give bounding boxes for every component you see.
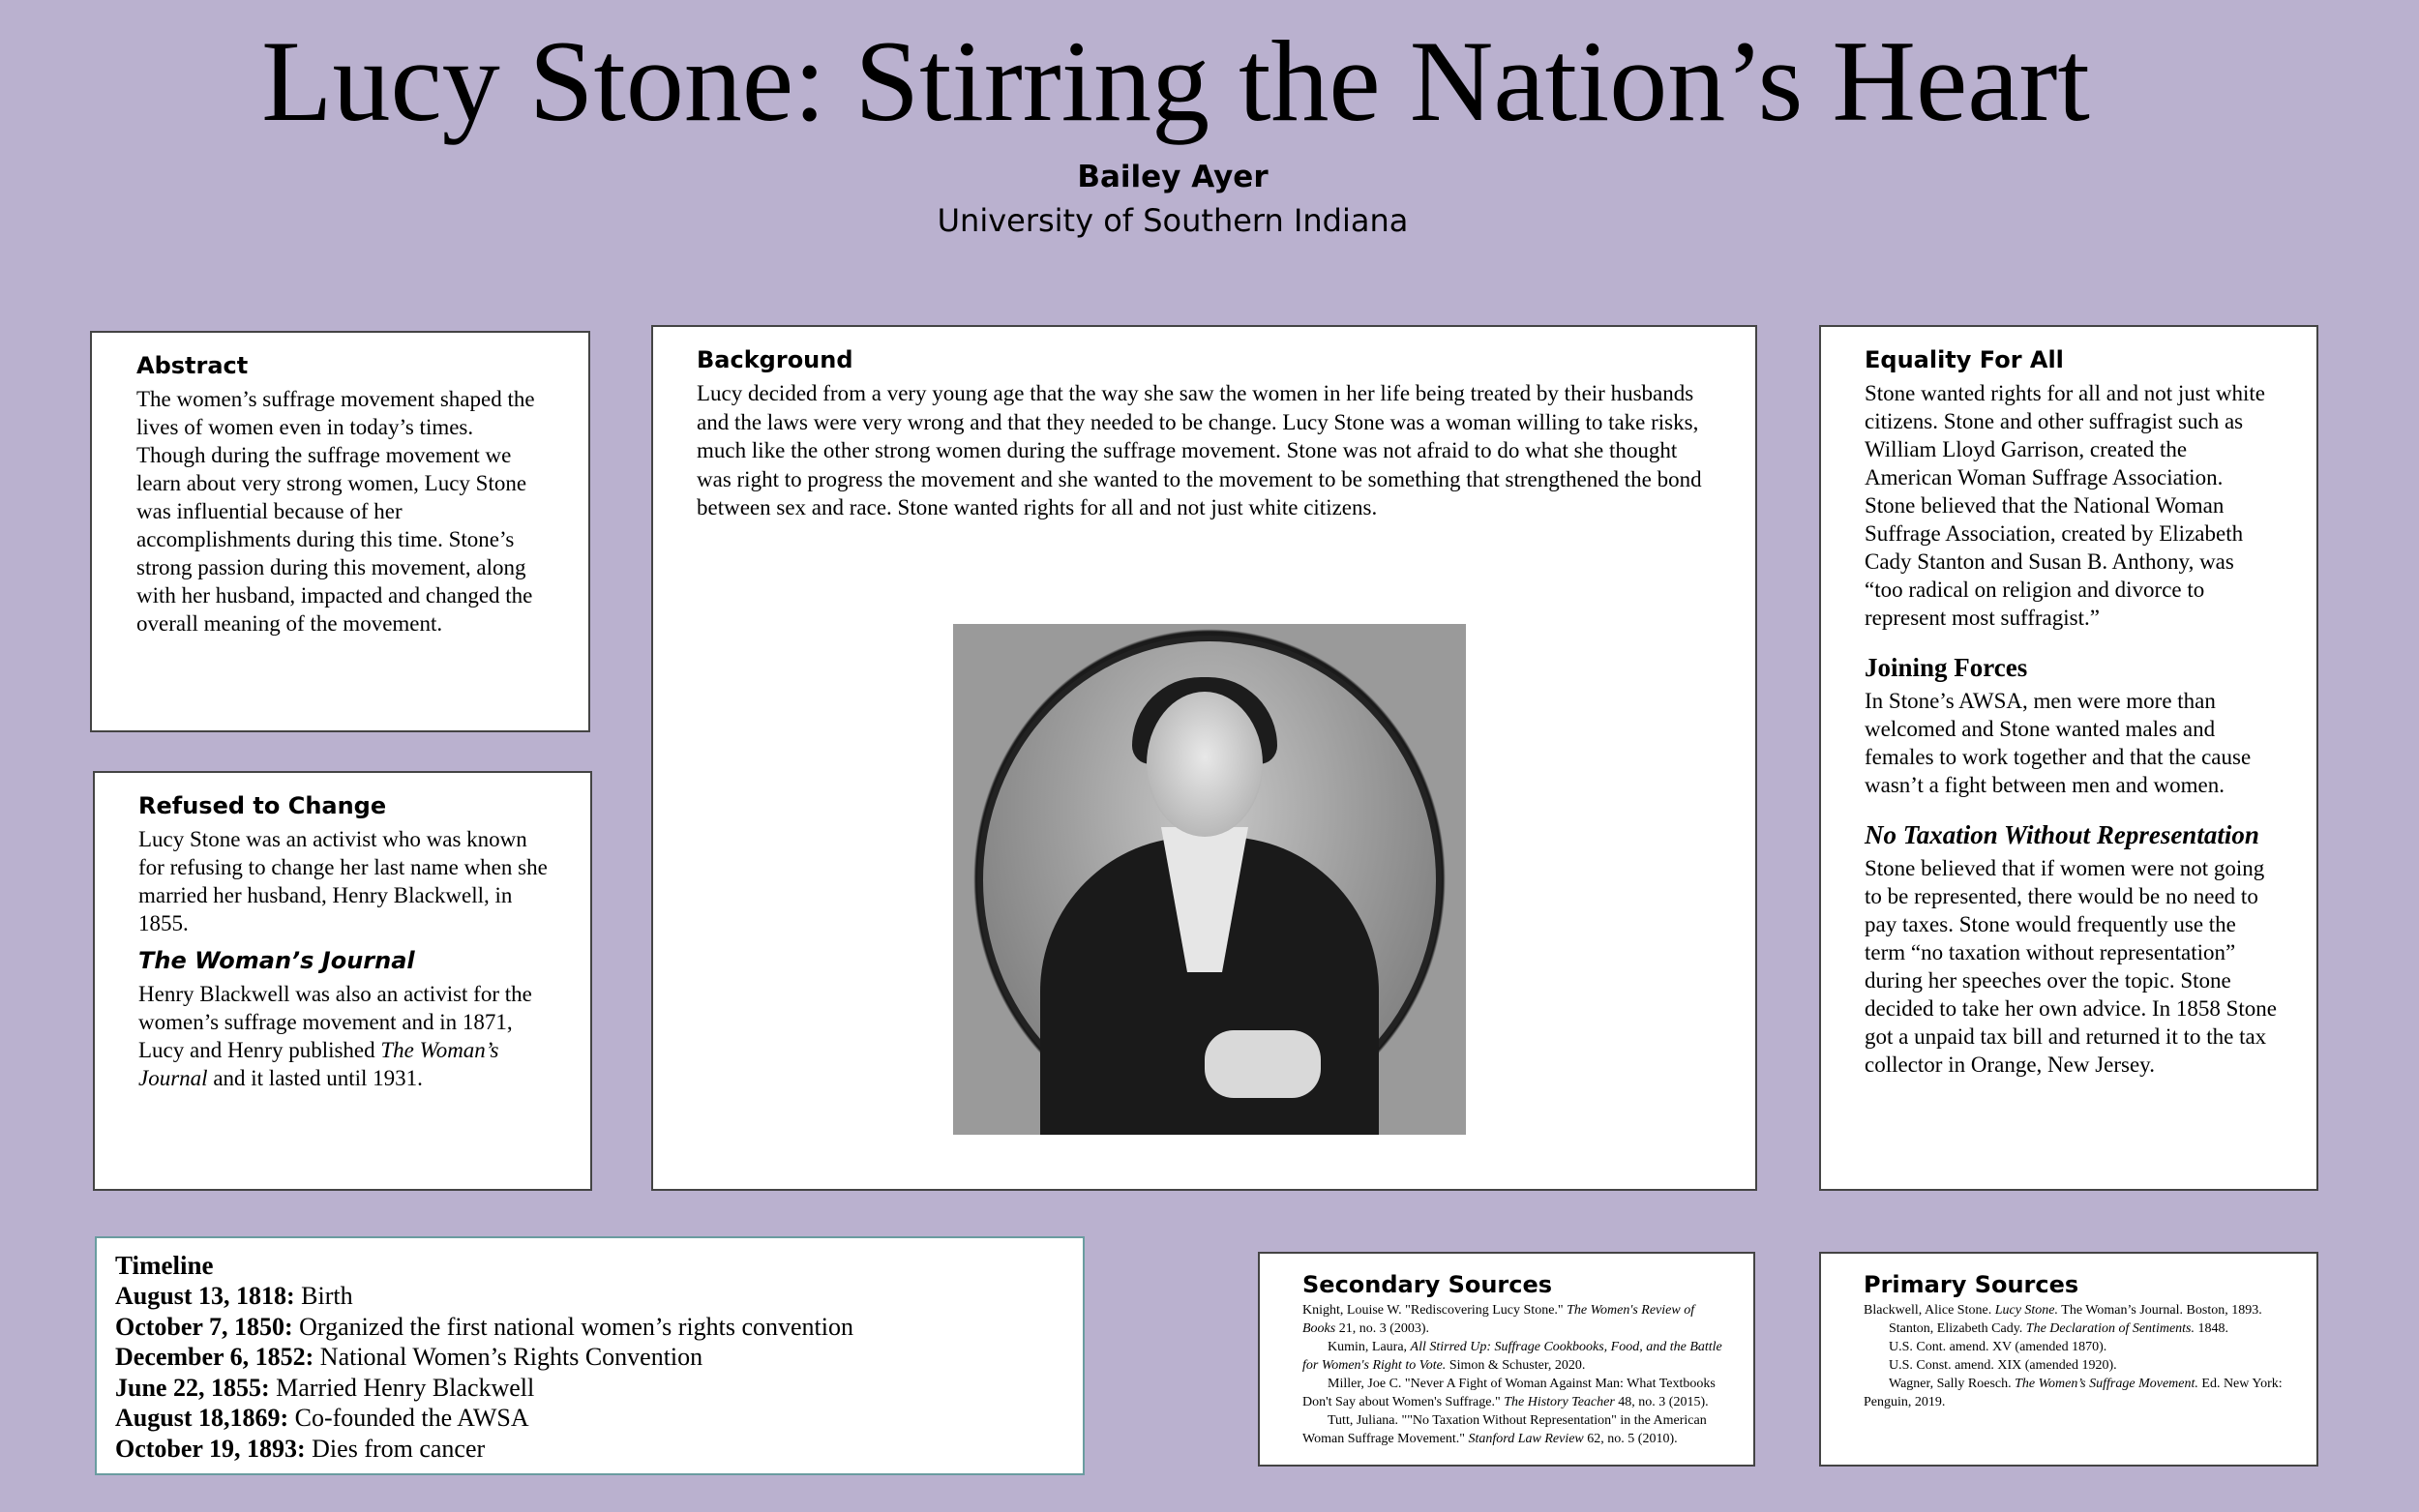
primary-source-4 <box>1864 1356 2289 1375</box>
timeline-item <box>115 1342 1069 1373</box>
timeline-date: December 6, 1852: <box>115 1343 314 1371</box>
timeline-item <box>115 1281 1069 1312</box>
timeline-item <box>115 1312 1069 1343</box>
refused-box <box>93 771 592 1191</box>
timeline-box <box>95 1236 1085 1475</box>
citation-title: The Women’s Suffrage Movement. <box>2015 1377 2198 1391</box>
timeline-item <box>115 1434 1069 1465</box>
timeline-date: August 18,1869: <box>115 1404 289 1432</box>
affiliation: University of Southern Indiana <box>937 202 1409 239</box>
primary-source-5 <box>1864 1375 2289 1411</box>
citation-text: Wagner, Sally Roesch. <box>1889 1377 2016 1391</box>
secondary-source-1 <box>1302 1301 1726 1338</box>
citation-title: The History Teacher <box>1504 1395 1615 1409</box>
journal-text-a: Henry Blackwell was also an activist for the women’s suffrage movement and in 1871, Lucy and Henry published <box>138 982 532 1062</box>
timeline-date: June 22, 1855: <box>115 1373 270 1402</box>
no-taxation-text: Stone believed that if women were not going to be represented, there would be no need to pay taxes. Stone would frequently use the term “no taxation without representation” during her speeches over the topic. Stone decided to take her own advice. In 1858 Stone got a unpaid tax bill and returned it to the tax collector in Orange, New Jersey. <box>1865 856 2278 1077</box>
citation-text: Simon & Schuster, 2020. <box>1446 1358 1586 1373</box>
author-name: Bailey Ayer <box>1077 160 1269 194</box>
timeline-list <box>115 1281 1069 1464</box>
citation-title: Stanford Law Review <box>1468 1432 1584 1446</box>
citation-text: U.S. Cont. amend. XV (amended 1870). <box>1889 1340 2107 1354</box>
portrait-hands <box>1205 1030 1321 1098</box>
abstract-text: The women’s suffrage movement shaped the lives of women even in today’s times. Though during the suffrage movement we learn about very strong women, Lucy Stone was influential because of her accomplishments during this time. Stone’s strong passion during this movement, along with her husband, impacted and changed the overall meaning of the movement. <box>136 387 535 636</box>
timeline-event: National Women’s Rights Convention <box>314 1343 703 1371</box>
timeline-item <box>115 1373 1069 1404</box>
refused-text: Lucy Stone was an activist who was known for refusing to change her last name when she married her husband, Henry Blackwell, in 1855. <box>138 827 548 935</box>
secondary-sources-box <box>1258 1252 1755 1467</box>
secondary-source-4 <box>1302 1411 1726 1448</box>
equality-heading: Equality For All <box>1865 346 2064 373</box>
joining-forces-text: In Stone’s AWSA, men were more than welcomed and Stone wanted males and females to work together and that the cause wasn’t a fight between men and women. <box>1865 689 2252 797</box>
lucy-stone-portrait <box>953 624 1466 1135</box>
citation-text: 1848. <box>2195 1321 2228 1336</box>
abstract-heading: Abstract <box>136 352 249 379</box>
primary-source-2 <box>1864 1319 2289 1338</box>
timeline-event: Dies from cancer <box>305 1434 486 1463</box>
poster-title: Lucy Stone: Stirring the Nation’s Heart <box>261 16 2090 145</box>
journal-heading: The Woman’s Journal <box>138 947 415 974</box>
journal-text-title: The Woman’s Journal <box>138 1038 499 1090</box>
secondary-source-3 <box>1302 1375 1726 1411</box>
citation-text: Blackwell, Alice Stone. <box>1864 1303 1995 1318</box>
equality-text: Stone wanted rights for all and not just white citizens. Stone and other suffragist such as William Lloyd Garrison, created the American Woman Suffrage Association. Stone believed that the National Woman Suffrage Association, created by Elizabeth Cady Stanton and Susan B. Anthony, was “too radical on religion and divorce to represent most suffragist.” <box>1865 381 2265 630</box>
citation-text: Kumin, Laura, <box>1328 1340 1411 1354</box>
citation-text: 21, no. 3 (2003). <box>1335 1321 1430 1336</box>
joining-forces-heading: Joining Forces <box>1865 653 2028 682</box>
citation-text: Miller, Joe C. "Never A Fight of Woman Against Man: What Textbooks Don't Say about Women's Suffrage." <box>1302 1377 1716 1409</box>
timeline-date: August 13, 1818: <box>115 1282 295 1310</box>
citation-title: Lucy Stone. <box>1994 1303 2059 1318</box>
citation-text: Ed. New York: Penguin, 2019. <box>1864 1377 2283 1409</box>
timeline-date: October 19, 1893: <box>115 1434 306 1463</box>
citation-text: U.S. Const. amend. XIX (amended 1920). <box>1889 1358 2117 1373</box>
citation-text: 62, no. 5 (2010). <box>1583 1432 1678 1446</box>
journal-text-b: and it lasted until 1931. <box>207 1066 423 1090</box>
citation-text: Stanton, Elizabeth Cady. <box>1889 1321 2026 1336</box>
timeline-event: Married Henry Blackwell <box>269 1373 535 1402</box>
refused-heading: Refused to Change <box>138 792 387 819</box>
secondary-source-2 <box>1302 1338 1726 1375</box>
citation-text: Tutt, Juliana. ""No Taxation Without Representation" in the American Woman Suffrage Movement." <box>1302 1413 1707 1446</box>
background-text: Lucy decided from a very young age that the way she saw the women in her life being treated by their husbands and the laws were very wrong and that they needed to be change. Lucy Stone was a woman willing to take risks, much like the other strong women during the suffrage movement. Stone was not afraid to do what she thought was right to progress the movement and she wanted to the movement to be something that strengthened the bond between sex and race. Stone wanted rights for all and not just white citizens. <box>697 381 1702 519</box>
timeline-date: October 7, 1850: <box>115 1312 293 1341</box>
timeline-event: Birth <box>294 1282 353 1310</box>
no-taxation-heading: No Taxation Without Representation <box>1865 820 2259 849</box>
citation-title: All Stirred Up: Suffrage Cookbooks, Food, and the Battle for Women's Right to Vote. <box>1302 1340 1722 1373</box>
secondary-sources-heading: Secondary Sources <box>1302 1271 1553 1298</box>
citation-text: Knight, Louise W. "Rediscovering Lucy Stone." <box>1302 1303 1568 1318</box>
timeline-item <box>115 1403 1069 1434</box>
portrait-face <box>1147 692 1263 837</box>
primary-sources-heading: Primary Sources <box>1864 1271 2079 1298</box>
citation-title: The Declaration of Sentiments. <box>2025 1321 2195 1336</box>
citation-text: 48, no. 3 (2015). <box>1614 1395 1709 1409</box>
background-heading: Background <box>697 346 853 373</box>
abstract-box <box>90 331 590 732</box>
primary-sources-box <box>1819 1252 2318 1467</box>
journal-text <box>138 980 548 1092</box>
timeline-event: Organized the first national women’s rights convention <box>292 1312 853 1341</box>
timeline-event: Co-founded the AWSA <box>288 1404 529 1432</box>
citation-title: The Women's Review of Books <box>1302 1303 1695 1336</box>
equality-box <box>1819 325 2318 1191</box>
citation-text: The Woman’s Journal. Boston, 1893. <box>2058 1303 2262 1318</box>
timeline-heading: Timeline <box>115 1251 214 1280</box>
primary-source-3 <box>1864 1338 2289 1356</box>
primary-source-1 <box>1864 1301 2289 1319</box>
